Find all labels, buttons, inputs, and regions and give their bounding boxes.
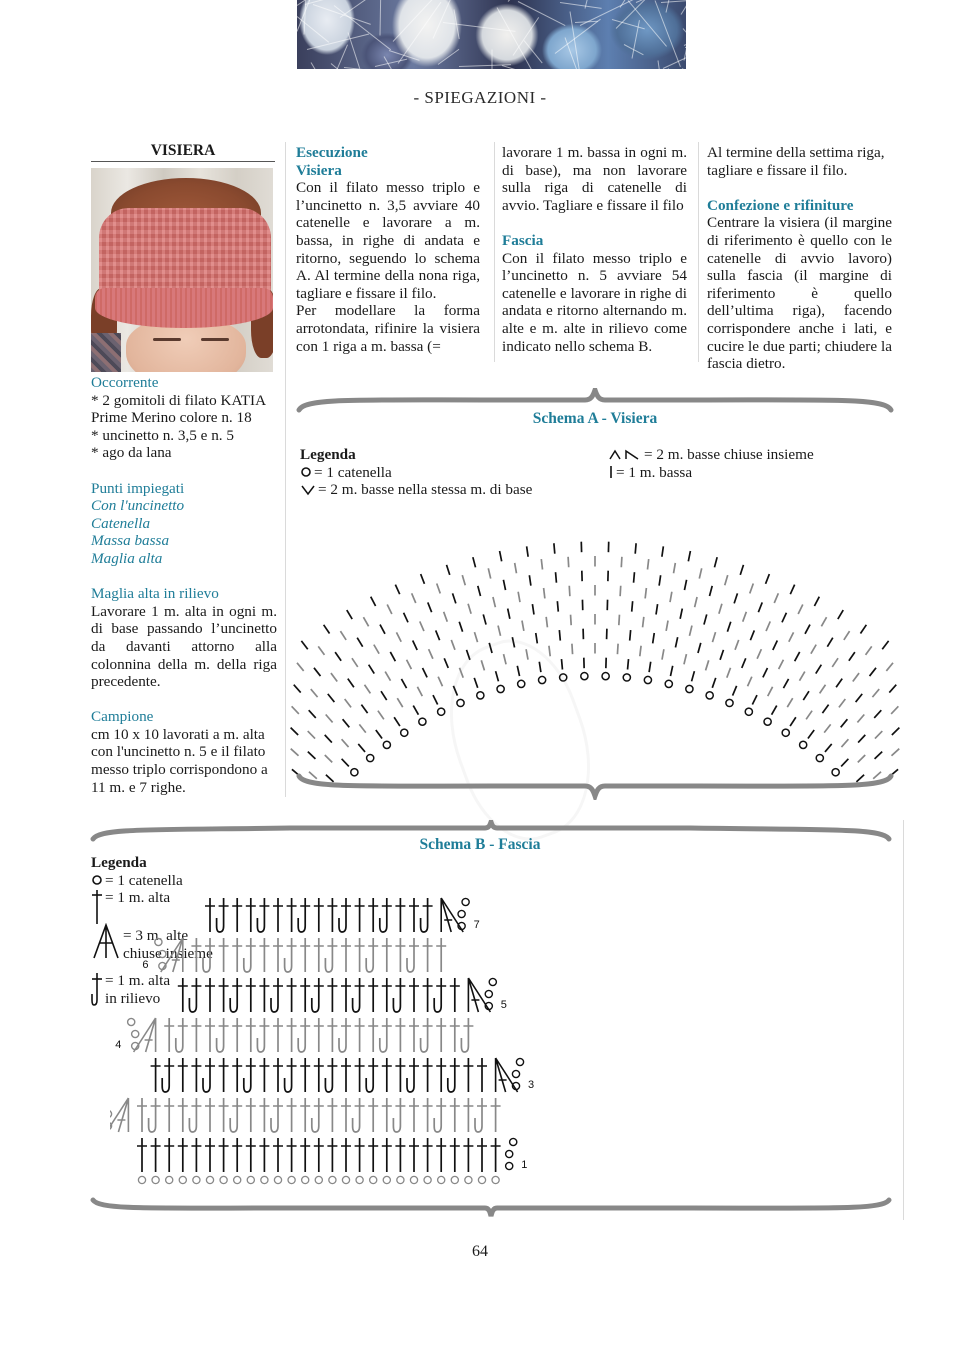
confezione-heading: Confezione e rifiniture [707, 196, 854, 214]
schema-a-chart [290, 505, 900, 785]
legend-item: = 2 m. basse chiuse insieme [608, 446, 888, 464]
fascia-heading: Fascia [502, 231, 544, 249]
page-title: - SPIEGAZIONI - [413, 88, 547, 107]
left-column-text [91, 374, 277, 796]
punti-item: Massa bassa [91, 532, 170, 550]
column-divider [285, 142, 286, 797]
front-post-dc-icon [91, 972, 103, 1006]
legend-item: = 1 catenella [91, 872, 281, 890]
decrease-icon [608, 449, 642, 461]
schema-b-chart [110, 880, 900, 1200]
column-fascia [502, 144, 687, 355]
occorrente-heading: Occorrente [91, 374, 159, 391]
occorrente-line: * 2 gomitoli di filato KATIA [91, 391, 267, 409]
column-divider [698, 142, 699, 362]
chain-circle-icon [91, 874, 103, 886]
schema-a-title: Schema A - Visiera [532, 410, 658, 427]
page-number: 64 [472, 1243, 488, 1260]
occorrente-line: * uncinetto n. 3,5 e n. 5 [91, 426, 234, 444]
svg-text:7: 7 [473, 919, 480, 931]
title-divider [91, 161, 275, 162]
rilievo-heading: Maglia alta in rilievo [91, 585, 219, 603]
schema-b-title: Schema B - Fascia [419, 836, 541, 853]
column-confezione [707, 144, 892, 373]
esecuzione-heading: Esecuzione [296, 144, 368, 161]
svg-text:6: 6 [142, 959, 149, 971]
visiera-text-cont: lavorare 1 m. bassa in ogni m. di base), ma non lavorare sulla riga di catenelle di avvio. Tagliare e fissare il filo [502, 144, 687, 214]
bottom-brace-schema-a [295, 772, 895, 800]
confezione-text: Centrare la visiera (il margine di riferimento è quello con le catenelle di avvio lavoro) sulla fascia (il margine di riferimento è quello dell’ultima riga), facendo corrispondere anche i lati, e cucire le due parti; chiudere la fascia dietro. [707, 214, 892, 373]
punti-item: Catenella [91, 514, 151, 532]
fascia-text: Con il filato messo triplo e l’uncinetto n. 5 avviare 54 catenelle e lavorare in righe di andata e ritorno alternando m. alte e m. alte in rilievo come indicato nello schema B. [502, 249, 687, 355]
double-crochet-icon [91, 889, 103, 925]
schema-a-legend-2 [608, 446, 888, 481]
schema-a-legend [300, 446, 600, 499]
column-esecuzione [296, 144, 480, 355]
yarn-banner-image [297, 0, 686, 69]
legend-item: = 1 m. bassa [608, 464, 888, 482]
legend-title: Legenda [300, 446, 356, 463]
punti-item: Con l'uncinetto [91, 497, 185, 515]
campione-text: cm 10 x 10 lavorati a m. alta con l'uncinetto n. 5 e il filato messo triplo corrispondono a 11 m. e 7 righe. [91, 725, 268, 796]
column-divider [494, 142, 495, 362]
occorrente-line: Prime Merino colore n. 18 [91, 409, 252, 427]
legend-item: = 3 m. alte chiuse insieme [91, 923, 281, 962]
occorrente-line: * ago da lana [91, 444, 172, 462]
visiera-text-2: Per modellare la forma arrotondata, rifinire la visiera con 1 riga a m. bassa (= [296, 302, 480, 355]
campione-heading: Campione [91, 708, 154, 726]
visiera-text: Con il filato messo triplo e l’uncinetto n. 3,5 avviare 40 catenelle e lavorare a m. bassa, in righe di andata e ritorno, seguendo lo schema A. Al termine della nona riga, tagliare e fissare il filo. [296, 179, 480, 302]
bottom-brace-schema-b [90, 1196, 892, 1220]
legend-item: = 1 m. alta [91, 889, 281, 925]
visor-photo [91, 168, 273, 372]
legend-title: Legenda [91, 854, 147, 871]
chain-circle-icon [300, 466, 312, 478]
pattern-title: VISIERA [150, 142, 216, 159]
single-crochet-icon [608, 465, 614, 479]
increase-v-icon [300, 484, 316, 496]
visiera-subheading: Visiera [296, 161, 342, 179]
legend-item: = 1 catenella [300, 464, 600, 482]
rilievo-text: Lavorare 1 m. alta in ogni m. di base passando l’uncinetto da davanti attorno alla colonnina della m. della riga precedente. [91, 602, 277, 691]
page-edge-divider [903, 820, 904, 1220]
punti-item: Maglia alta [91, 549, 163, 567]
svg-text:3: 3 [528, 1079, 535, 1091]
svg-text:4: 4 [115, 1039, 122, 1051]
svg-text:5: 5 [500, 999, 507, 1011]
svg-text:1: 1 [521, 1159, 528, 1171]
legend-item: = 2 m. basse nella stessa m. di base [300, 481, 600, 499]
legend-item: = 1 m. alta in rilievo [91, 972, 281, 1007]
fascia-text-cont: Al termine della settima riga, tagliare e fissare il filo. [707, 144, 885, 179]
punti-heading: Punti impiegati [91, 479, 185, 497]
